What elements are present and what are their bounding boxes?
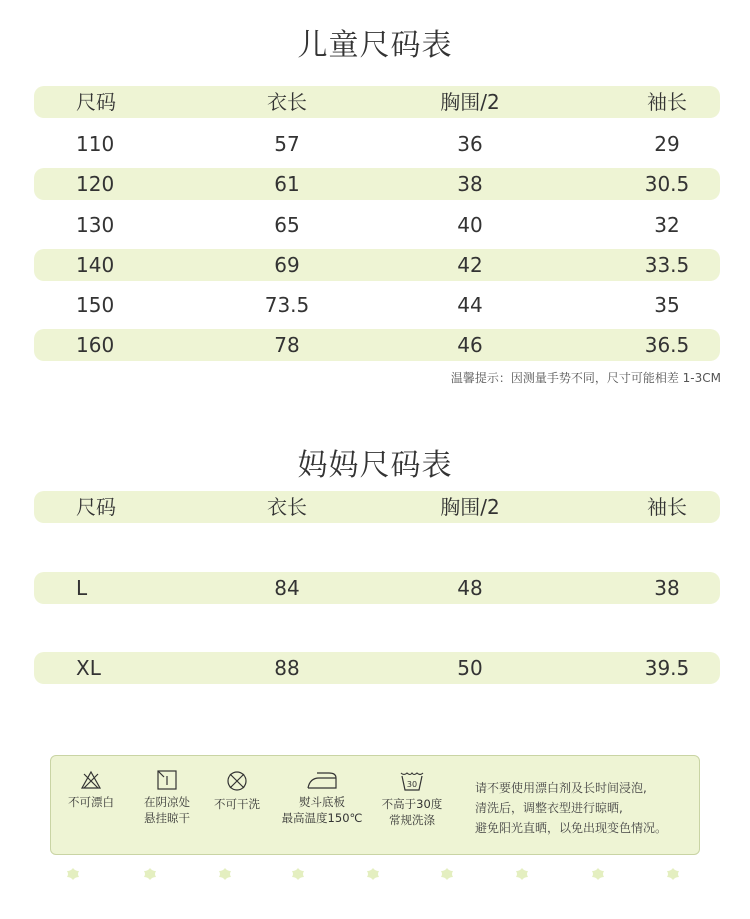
table-row bbox=[34, 652, 720, 684]
cell-sleeve: 33.5 bbox=[644, 253, 690, 277]
measurement-note: 温馨提示：因测量手势不同，尺寸可能相差 1-3CM bbox=[450, 371, 721, 385]
cell-length: 73.5 bbox=[264, 293, 310, 317]
shade-dry-icon bbox=[156, 770, 178, 790]
care-item-no-dry-clean bbox=[209, 770, 265, 812]
flower-decor-icon bbox=[143, 868, 157, 880]
care-instructions-text bbox=[475, 778, 667, 838]
cell-size: 120 bbox=[76, 172, 115, 196]
cell-chest: 40 bbox=[457, 213, 483, 237]
mom-table-header bbox=[34, 491, 720, 523]
cell-length: 84 bbox=[274, 576, 300, 600]
kids-size-chart-title: 儿童尺码表 bbox=[297, 28, 453, 63]
flower-decor-icon bbox=[591, 868, 605, 880]
cell-chest: 46 bbox=[457, 333, 483, 357]
care-item-wash-30 bbox=[377, 770, 447, 828]
table-row bbox=[34, 128, 720, 160]
iron-icon bbox=[305, 770, 339, 790]
care-label: 常规洗涤 bbox=[389, 813, 435, 827]
cell-chest: 36 bbox=[457, 132, 483, 156]
cell-chest: 42 bbox=[457, 253, 483, 277]
flower-decor-icon bbox=[66, 868, 80, 880]
table-row bbox=[34, 572, 720, 604]
header-sleeve: 袖长 bbox=[647, 495, 687, 519]
header-size: 尺码 bbox=[76, 90, 116, 114]
cell-size: L bbox=[76, 576, 88, 600]
care-label: 不可漂白 bbox=[68, 795, 114, 809]
cell-sleeve: 32 bbox=[654, 213, 680, 237]
table-row bbox=[34, 168, 720, 200]
flower-decor-icon bbox=[440, 868, 454, 880]
cell-length: 78 bbox=[274, 333, 300, 357]
kids-table-header bbox=[34, 86, 720, 118]
cell-chest: 38 bbox=[457, 172, 483, 196]
header-length: 衣长 bbox=[267, 495, 307, 519]
header-chest: 胸围/2 bbox=[440, 90, 500, 114]
cell-chest: 44 bbox=[457, 293, 483, 317]
care-label: 不可干洗 bbox=[214, 797, 260, 811]
care-text-line: 清洗后，调整衣型进行晾晒, bbox=[475, 801, 623, 815]
table-row bbox=[34, 249, 720, 281]
care-item-shade-dry bbox=[137, 770, 197, 826]
flower-decor-icon bbox=[218, 868, 232, 880]
cell-chest: 48 bbox=[457, 576, 483, 600]
cell-length: 88 bbox=[274, 656, 300, 680]
cell-sleeve: 30.5 bbox=[644, 172, 690, 196]
flower-decor-icon bbox=[515, 868, 529, 880]
cell-sleeve: 35 bbox=[654, 293, 680, 317]
header-chest: 胸围/2 bbox=[440, 495, 500, 519]
wash-temp-badge: 30 bbox=[406, 780, 418, 789]
no-bleach-icon bbox=[80, 770, 102, 790]
cell-size: 150 bbox=[76, 293, 115, 317]
cell-size: XL bbox=[76, 656, 101, 680]
care-text-line: 请不要使用漂白剂及长时间浸泡, bbox=[475, 781, 647, 795]
cell-length: 69 bbox=[274, 253, 300, 277]
flower-decor-icon bbox=[291, 868, 305, 880]
no-dry-clean-icon bbox=[226, 770, 248, 792]
cell-length: 57 bbox=[274, 132, 300, 156]
table-row bbox=[34, 289, 720, 321]
cell-size: 130 bbox=[76, 213, 115, 237]
header-size: 尺码 bbox=[76, 495, 116, 519]
care-item-no-bleach bbox=[65, 770, 117, 810]
cell-size: 140 bbox=[76, 253, 115, 277]
header-length: 衣长 bbox=[267, 90, 307, 114]
flower-decor-icon bbox=[666, 868, 680, 880]
table-row bbox=[34, 329, 720, 361]
care-instructions-box bbox=[50, 755, 700, 855]
cell-sleeve: 36.5 bbox=[644, 333, 690, 357]
mom-size-chart-title: 妈妈尺码表 bbox=[297, 448, 453, 483]
care-label: 熨斗底板 bbox=[299, 795, 345, 809]
wash-30-icon bbox=[399, 770, 425, 792]
care-label: 悬挂晾干 bbox=[144, 811, 190, 825]
care-label: 最高温度150℃ bbox=[281, 811, 363, 825]
cell-sleeve: 29 bbox=[654, 132, 680, 156]
cell-length: 65 bbox=[274, 213, 300, 237]
cell-sleeve: 39.5 bbox=[644, 656, 690, 680]
care-label: 在阴凉处 bbox=[144, 795, 190, 809]
care-label: 不高于30度 bbox=[381, 797, 443, 811]
cell-chest: 50 bbox=[457, 656, 483, 680]
care-item-iron bbox=[277, 770, 367, 826]
cell-size: 110 bbox=[76, 132, 115, 156]
table-row bbox=[34, 209, 720, 241]
flower-decor-icon bbox=[366, 868, 380, 880]
cell-size: 160 bbox=[76, 333, 115, 357]
header-sleeve: 袖长 bbox=[647, 90, 687, 114]
care-text-line: 避免阳光直晒，以免出现变色情况。 bbox=[475, 821, 668, 835]
cell-sleeve: 38 bbox=[654, 576, 680, 600]
cell-length: 61 bbox=[274, 172, 300, 196]
